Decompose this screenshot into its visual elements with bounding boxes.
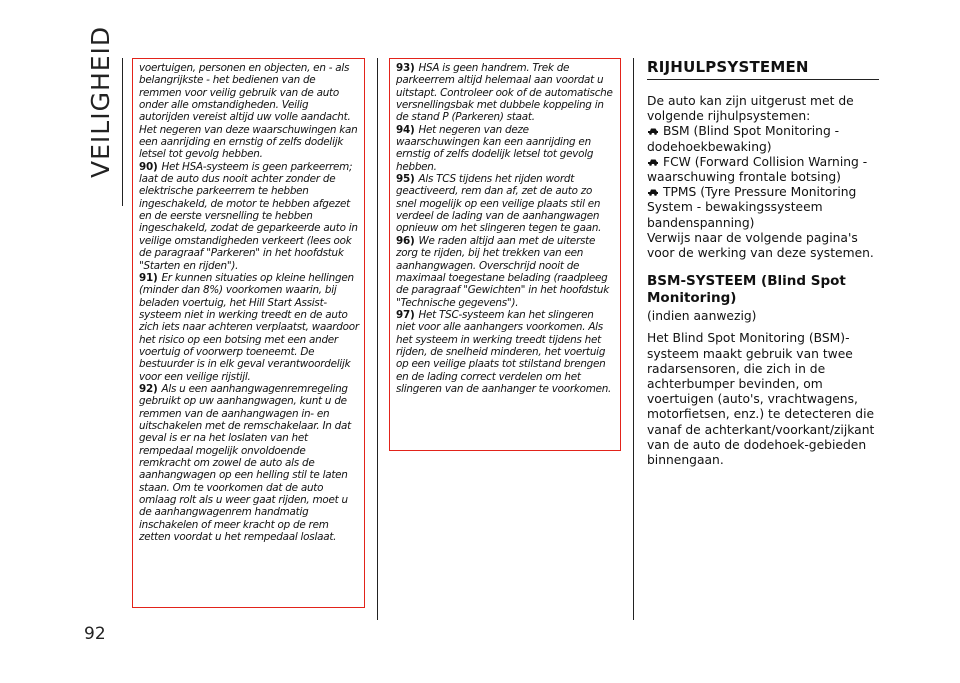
warning-text: Het TSC-systeem kan het slingeren niet voor alle aanhangers voorkomen. Als het systeem in werking treedt tijdens het rijden, de snelheid minderen, het voertuig op een veilige plaats tot stilstand brengen en de lading correct verdelen om het slingeren van de aanhanger te voorkomen.	[396, 308, 612, 395]
warning-text: Het HSA-systeem is geen parkeerrem; laat de auto dus nooit achter zonder de elektrische parkeerrem te hebben ingeschakeld, de motor te hebben afgezet en de eerste versnelling te hebben ingeschakeld, zodat de geparkeerde auto in veilige omstandigheden verkeert (lees ook de paragraaf "Parkeren" in het hoofdstuk "Starten en rijden").	[139, 160, 358, 272]
column-divider-2	[633, 58, 634, 620]
bullet-item	[647, 155, 879, 185]
section-title: RIJHULPSYSTEMEN	[647, 58, 879, 80]
intro-text: De auto kan zijn uitgerust met de volgende rijhulpsystemen:	[647, 94, 854, 124]
bullet-text: FCW (Forward Collision Warning - waarschuwing frontale botsing)	[647, 154, 868, 185]
car-icon	[647, 188, 659, 196]
warning-text: Als u een aanhangwagenremregeling gebruikt op uw aanhangwagen, kunt u de remmen van de aanhangwagen in- en uitschakelen met de remschakelaar. In dat geval is er na het loslaten van het rempedaal mogelijk onvoldoende remkracht om zowel de auto als de aanhangwagen op een helling stil te laten staan. Om te voorkomen dat de auto omlaag rolt als u weer gaat rijden, moet u de aanhangwagenrem handmatig inschakelen of meer kracht op de rem zetten voordat u het rempedaal loslaat.	[139, 382, 351, 544]
refer-text: Verwijs naar de volgende pagina's voor de werking van deze systemen.	[647, 230, 874, 261]
warning-text: Er kunnen situaties op kleine hellingen (minder dan 8%) voorkomen waarin, bij beladen voertuig, het Hill Start Assist-systeem niet in werking treedt en de auto zich iets naar achteren verplaatst, waardoor het risico op een botsing met een ander voertuig of voorwerp toeneemt. De bestuurder is in elk geval verantwoordelijk voor een veilige rijstijl.	[139, 271, 359, 383]
warning-text: We raden altijd aan met de uiterste zorg te rijden, bij het trekken van een aanhangwagen. Overschrijd nooit de maximaal toegestane belading (raadpleeg de paragraaf "Gewichten" in het hoofdstuk "Technische gegevens").	[396, 234, 610, 309]
subsection-title: BSM-SYSTEEM (Blind Spot Monitoring)	[647, 273, 846, 307]
column-divider-1	[377, 58, 378, 620]
warning-number: 90)	[139, 160, 158, 173]
bullet-item	[647, 124, 879, 154]
warning-item	[139, 161, 359, 272]
warning-box-middle	[389, 58, 621, 451]
warning-item	[396, 173, 615, 235]
warning-item	[396, 62, 615, 124]
warning-intro: voertuigen, personen en objecten, en - als belangrijkste - het bedienen van de remmen voor veilig gebruik van de auto onder alle omstandigheden. Veilig autorijden vereist altijd uw volle aandacht. Het negeren van deze waarschuwingen kan een aanrijding en ernstig of zelfs dodelijk letsel tot gevolg hebben.	[139, 62, 358, 161]
warning-number: 91)	[139, 271, 158, 284]
warning-number: 93)	[396, 62, 415, 74]
car-icon	[647, 127, 659, 135]
warning-number: 92)	[139, 382, 158, 395]
warning-number: 95)	[396, 173, 415, 186]
warning-item	[396, 124, 615, 173]
warning-box-left	[132, 58, 365, 608]
warning-text: HSA is geen handrem. Trek de parkeerrem altijd helemaal aan voordat u uitstapt. Controleer ook of de automatische versnellingsbak met dubbele koppeling in de stand P (Parkeren) staat.	[396, 62, 613, 124]
page-number: 92	[84, 624, 106, 644]
subsection-note: (indien aanwezig)	[647, 309, 757, 324]
car-icon	[647, 158, 659, 166]
rijhulpsystemen-section	[647, 58, 879, 468]
side-divider	[122, 58, 123, 206]
warning-item	[396, 235, 615, 309]
warning-number: 97)	[396, 308, 415, 321]
warning-item	[396, 309, 615, 395]
subsection-body: Het Blind Spot Monitoring (BSM)-systeem maakt gebruik van twee radarsensoren, die zich in de achterbumper bevinden, om voertuigen (auto's, vrachtwagens, motorfietsen, enz.) te detecteren die vanaf de achterkant/voorkant/zijkant van de auto de dodehoek-gebieden binnengaan.	[647, 331, 875, 468]
warning-text: Als TCS tijdens het rijden wordt geactiveerd, rem dan af, zet de auto zo snel mogelijk op een veilige plaats stil en verdeel de lading van de aanhangwagen opnieuw om het slingeren tegen te gaan.	[396, 173, 602, 235]
bullet-text: TPMS (Tyre Pressure Monitoring System - bewakingssysteem bandenspanning)	[647, 185, 857, 230]
warning-number: 94)	[396, 123, 415, 136]
section-side-title: VEILIGHEID	[86, 25, 115, 178]
warning-item	[139, 272, 359, 383]
warning-number: 96)	[396, 234, 415, 247]
warning-text: Het negeren van deze waarschuwingen kan een aanrijding en ernstig of zelfs dodelijk letsel tot gevolg hebben.	[396, 123, 594, 173]
bullet-text: BSM (Blind Spot Monitoring - dodehoekbewaking)	[647, 124, 840, 154]
bullet-item	[647, 185, 879, 231]
warning-item	[139, 383, 359, 543]
